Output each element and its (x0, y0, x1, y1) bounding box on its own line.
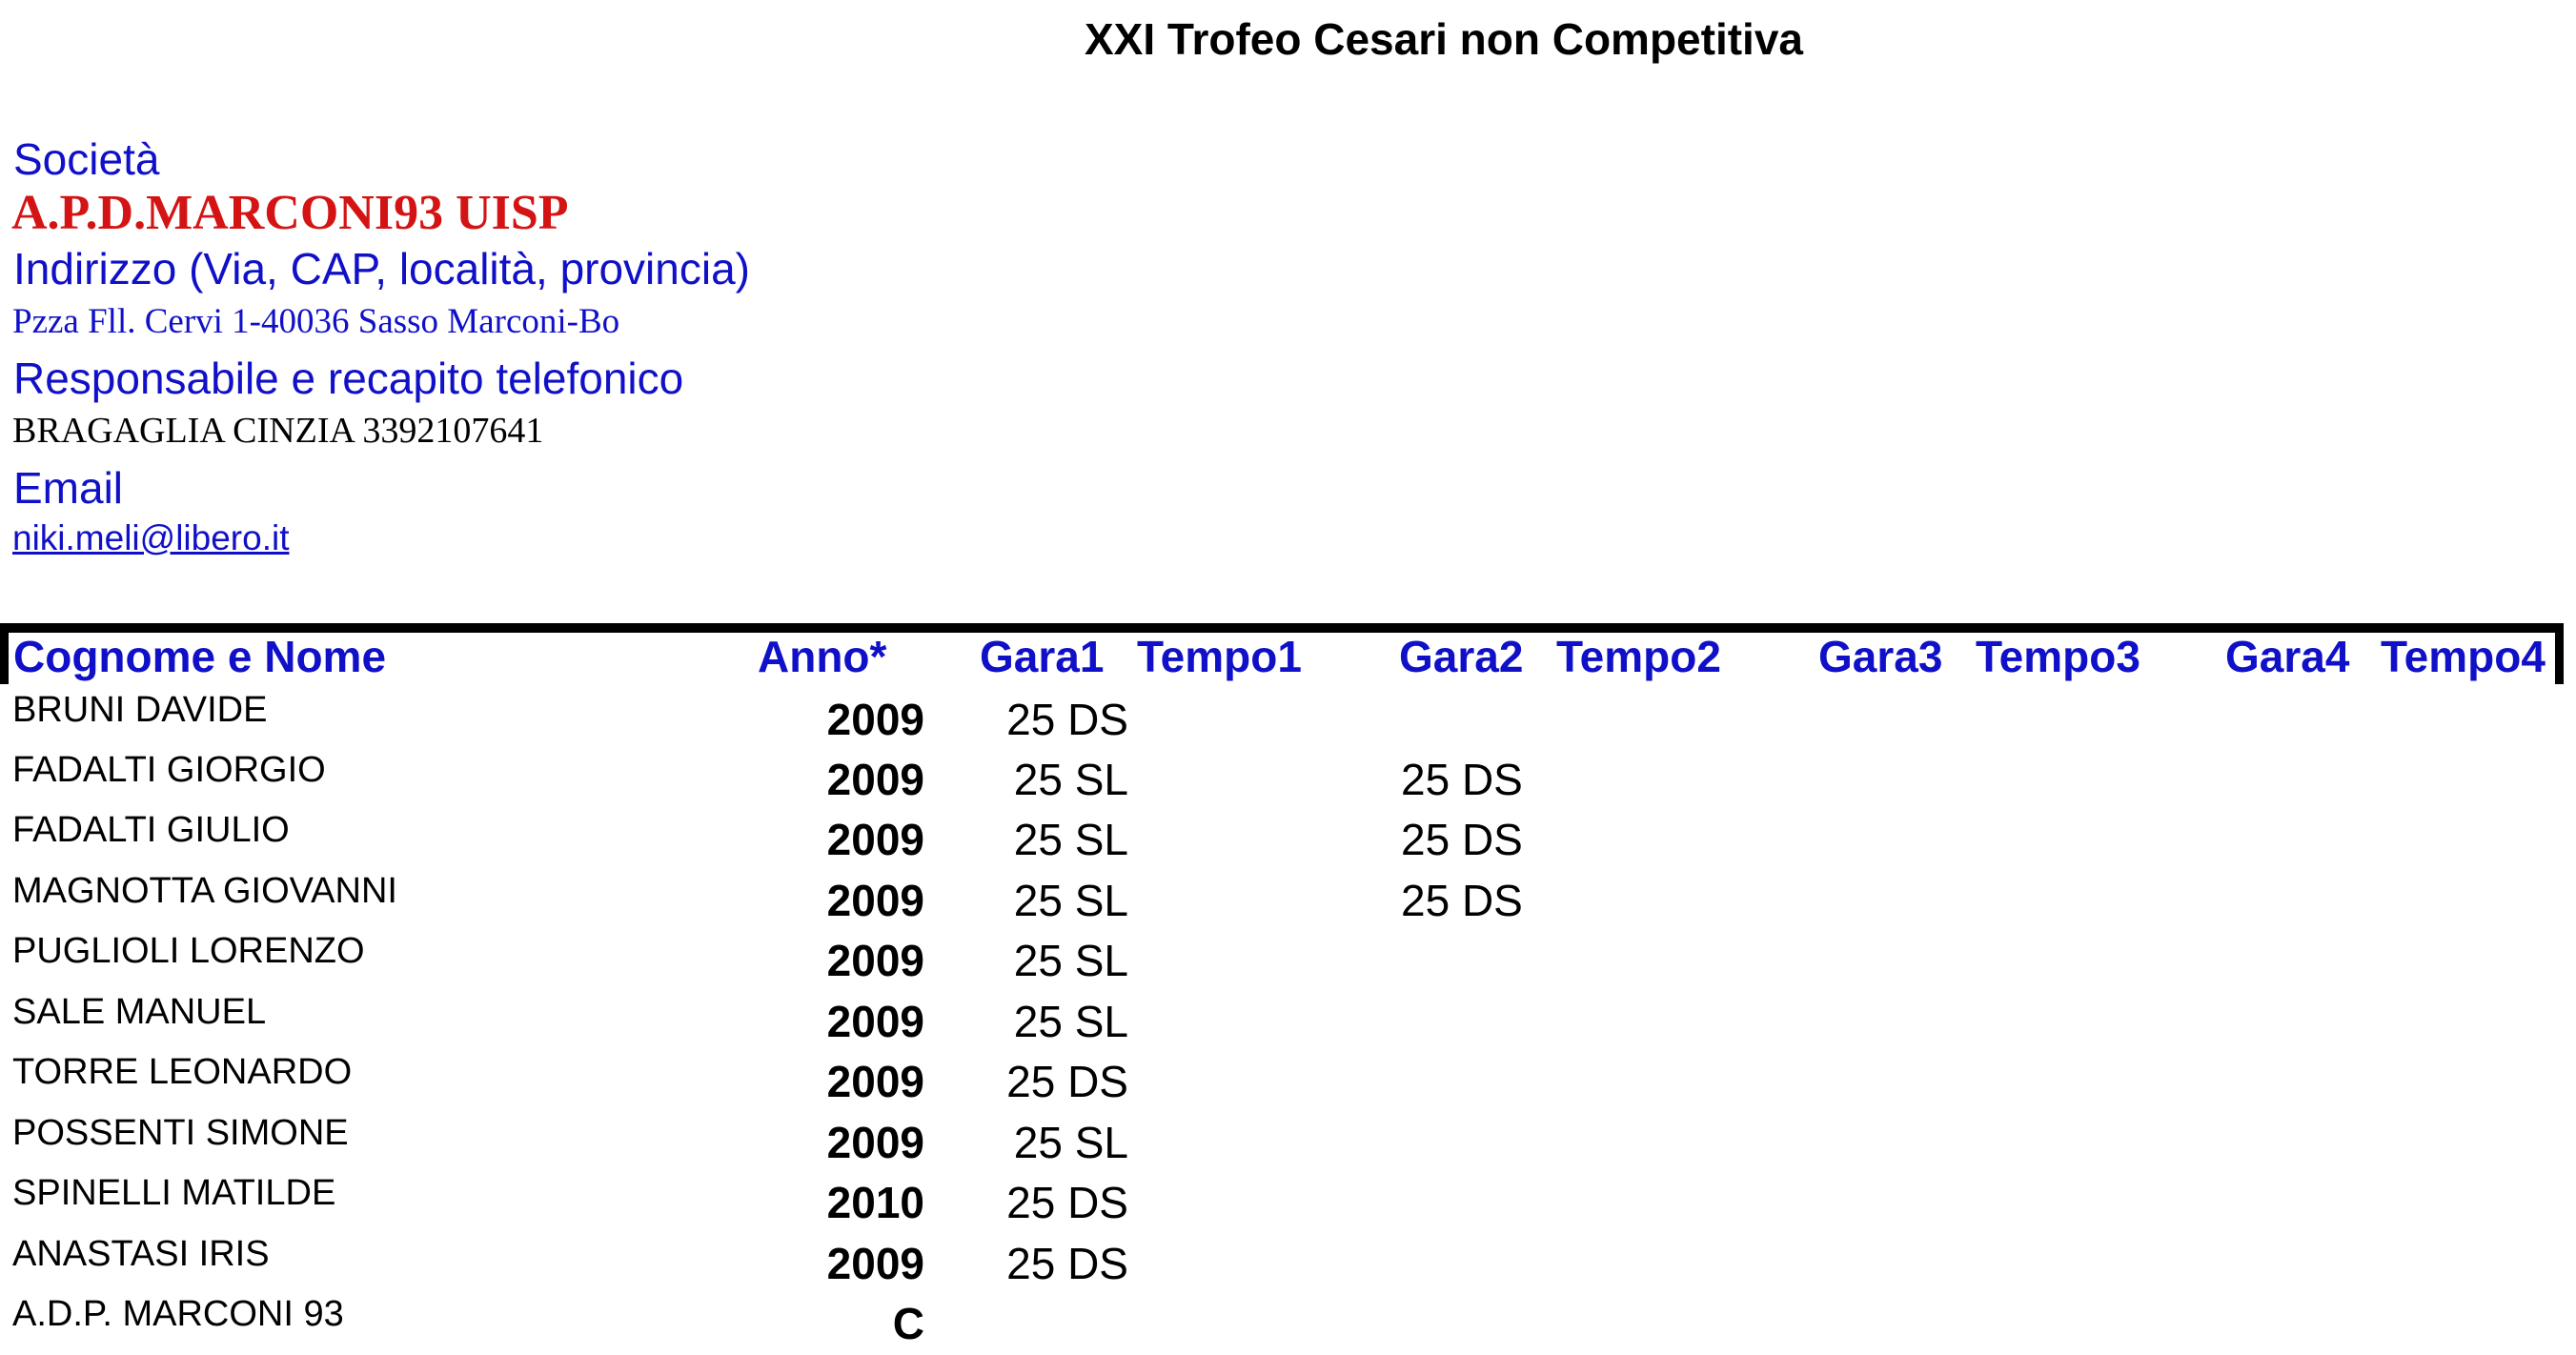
athlete-name: PUGLIOLI LORENZO (12, 931, 365, 971)
header-tempo3: Tempo3 (1976, 632, 2140, 681)
gara1-value: 25 DS (1006, 1178, 1128, 1227)
athlete-year: 2009 (826, 1239, 924, 1288)
gara2-value: 25 DS (1401, 755, 1523, 804)
athlete-name: FADALTI GIORGIO (12, 750, 326, 790)
header-gara4: Gara4 (2225, 632, 2350, 681)
athlete-year: 2009 (826, 997, 924, 1046)
gara1-value: 25 DS (1006, 695, 1128, 744)
athlete-name: A.D.P. MARCONI 93 (12, 1294, 344, 1334)
gara1-value: 25 SL (1013, 815, 1128, 864)
athlete-name: SALE MANUEL (12, 992, 267, 1032)
societa-label: Società (13, 134, 160, 184)
gara1-value: 25 SL (1013, 997, 1128, 1046)
athlete-name: POSSENTI SIMONE (12, 1113, 349, 1153)
athlete-name: MAGNOTTA GIOVANNI (12, 871, 397, 911)
email-label: Email (13, 463, 124, 513)
header-cognome-nome: Cognome e Nome (13, 632, 387, 681)
header-tempo2: Tempo2 (1556, 632, 1721, 681)
athlete-name: FADALTI GIULIO (12, 810, 290, 850)
indirizzo-value: Pzza Fll. Cervi 1-40036 Sasso Marconi-Bo (12, 302, 620, 341)
header-tempo1: Tempo1 (1137, 632, 1302, 681)
athlete-year: 2009 (826, 815, 924, 864)
gara2-value: 25 DS (1401, 815, 1523, 864)
athlete-year: 2009 (826, 1118, 924, 1167)
athlete-year: 2009 (826, 755, 924, 804)
gara1-value: 25 SL (1013, 876, 1128, 925)
email-link[interactable]: niki.meli@libero.it (12, 518, 290, 557)
header-gara1: Gara1 (980, 632, 1105, 681)
gara1-value: 25 SL (1013, 936, 1128, 985)
header-tempo4: Tempo4 (2381, 632, 2546, 681)
header-anno: Anno* (758, 632, 887, 681)
responsabile-value: BRAGAGLIA CINZIA 3392107641 (12, 411, 544, 451)
table-right-border (2555, 623, 2564, 684)
table-left-border (0, 623, 9, 684)
gara1-value: 25 SL (1013, 755, 1128, 804)
header-gara2: Gara2 (1399, 632, 1524, 681)
header-gara3: Gara3 (1818, 632, 1943, 681)
athlete-name: ANASTASI IRIS (12, 1234, 270, 1274)
athlete-name: TORRE LEONARDO (12, 1052, 353, 1092)
page-title: XXI Trofeo Cesari non Competitiva (1084, 14, 1804, 64)
athlete-year: 2010 (826, 1178, 924, 1227)
gara2-value: 25 DS (1401, 876, 1523, 925)
athlete-year: 2009 (826, 695, 924, 744)
athlete-name: SPINELLI MATILDE (12, 1173, 336, 1213)
societa-value: A.P.D.MARCONI93 UISP (11, 186, 569, 240)
athlete-year: C (892, 1299, 924, 1348)
indirizzo-label: Indirizzo (Via, CAP, località, provincia) (13, 244, 750, 293)
gara1-value: 25 DS (1006, 1057, 1128, 1106)
athlete-year: 2009 (826, 936, 924, 985)
gara1-value: 25 SL (1013, 1118, 1128, 1167)
responsabile-label: Responsabile e recapito telefonico (13, 354, 684, 403)
athlete-year: 2009 (826, 1057, 924, 1106)
athlete-name: BRUNI DAVIDE (12, 690, 268, 730)
athlete-year: 2009 (826, 876, 924, 925)
gara1-value: 25 DS (1006, 1239, 1128, 1288)
